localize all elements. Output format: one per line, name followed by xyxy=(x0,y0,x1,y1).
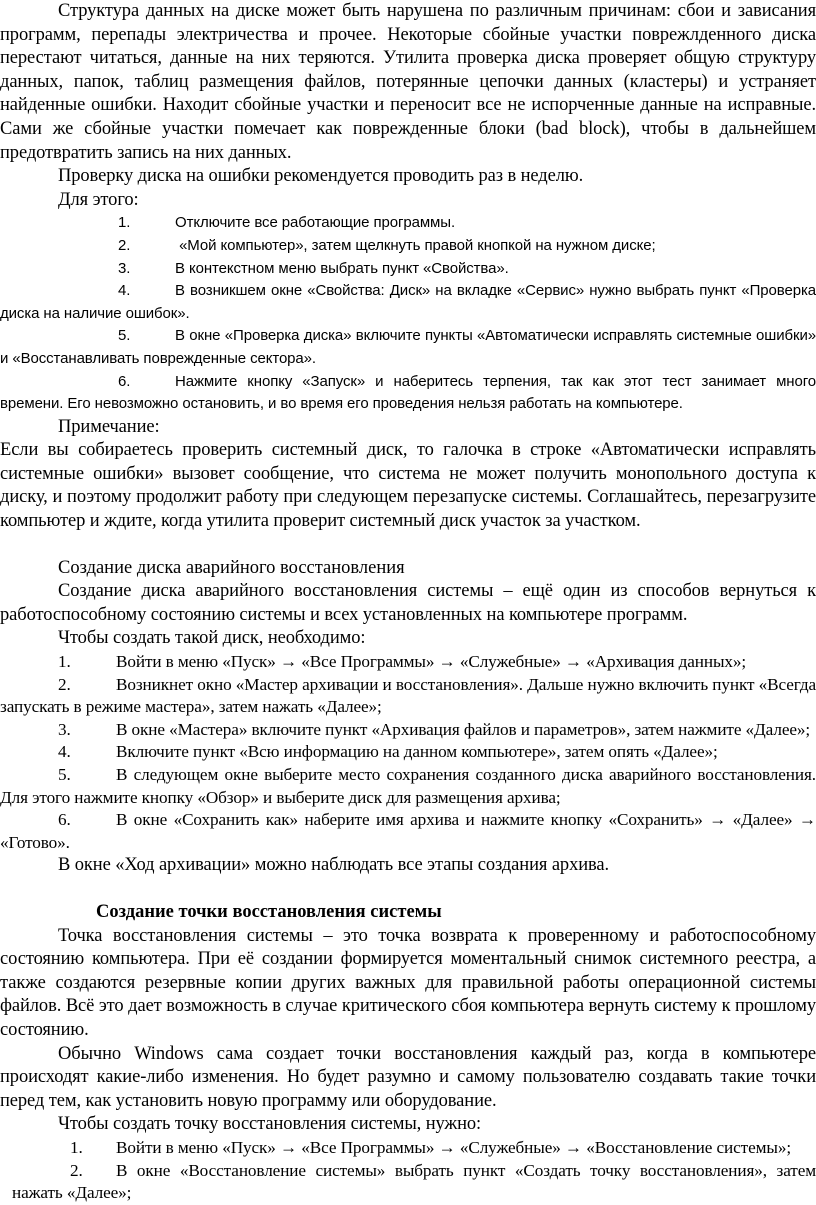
note-label: Примечание: xyxy=(58,416,160,437)
list-item: 3. В окне «Мастера» включите пункт «Архивация файлов и параметров», затем нажмите «Далее»; xyxy=(58,719,811,739)
list-item: 2. «Мой компьютер», затем щелкнуть правой кнопкой на нужном диске; xyxy=(118,236,656,254)
list-item: 4. В возникшем окне «Свойства: Диск» на вкладке «Сервис» нужно выбрать пункт «Проверка диска на наличие ошибок». xyxy=(0,282,816,322)
section3-intro: Точка восстановления системы – это точка возврата к проверенному и работоспособному состоянию компьютера. При её создании формируется моментальный снимок системного реестра, а также создаются резервные копии других важных для правильной работы операционной системы файлов. Всё это дает возможность в случае критического сбоя компьютера вернуть систему к прошлому состоянию. xyxy=(0,925,816,1040)
list-item: 6. В окне «Сохранить как» наберите имя архива и нажмите кнопку «Сохранить» → «Далее» → «Готово». xyxy=(0,810,816,852)
section3-windows: Обычно Windows сама создает точки восстановления каждый раз, когда в компьютере происходят какие-либо изменения. Но будет разумно и самому пользователю создавать такие точки перед тем, как установить новую программу или оборудование. xyxy=(0,1043,816,1111)
list-item: 2. В окне «Восстановление системы» выбрать пункт «Создать точку восстановления», затем нажать «Далее»; xyxy=(12,1160,816,1203)
spacer xyxy=(0,534,816,557)
list-item: 4. Включите пункт «Всю информацию на данном компьютере», затем опять «Далее»; xyxy=(58,742,718,762)
section2-title: Создание диска аварийного восстановления xyxy=(58,557,405,578)
rescue-disk-steps xyxy=(0,651,816,854)
section3-title: Создание точки восстановления системы xyxy=(96,901,442,922)
note-text: Если вы собираетесь проверить системный диск, то галочка в строке «Автоматически исправлять системные ошибки» вызовет сообщение, что система не может получить монопольного доступа к диску, и поэтому продолжит работу при следующем перезапуске системы. Соглашайтесь, перезагрузите компьютер и ждите, когда утилита проверит системный диск участок за участком. xyxy=(0,440,816,532)
list-item: 6. Нажмите кнопку «Запуск» и наберитесь терпения, так как этот тест занимает много времени. Его невозможно остановить, и во время его проведения нельзя работать на компьютере. xyxy=(0,372,816,413)
list-item: 3. В контекстном меню выбрать пункт «Свойства». xyxy=(118,259,509,277)
list-item: 5. В следующем окне выберите место сохранения созданного диска аварийного восстановления. Для этого нажмите кнопку «Обзор» и выберите диск для размещения архива; xyxy=(0,765,816,807)
restore-point-steps xyxy=(0,1137,816,1205)
list-item: 5. В окне «Проверка диска» включите пункты «Автоматически исправлять системные ошибки» и «Восстанавливать поврежденные сектора». xyxy=(0,327,816,367)
list-item: 1. Войти в меню «Пуск» → «Все Программы» → «Служебные» → «Восстановление системы»; xyxy=(70,1137,791,1157)
section1-for-this: Для этого: xyxy=(58,189,139,210)
section2-need: Чтобы создать такой диск, необходимо: xyxy=(58,628,366,649)
section1-frequency: Проверку диска на ошибки рекомендуется проводить раз в неделю. xyxy=(58,166,584,187)
disk-check-steps xyxy=(0,212,816,415)
section3-need: Чтобы создать точку восстановления системы, нужно: xyxy=(58,1114,482,1135)
list-item: 1. Войти в меню «Пуск» → «Все Программы» → «Служебные» → «Архивация данных»; xyxy=(58,652,747,672)
list-item: 1. Отключите все работающие программы. xyxy=(118,214,456,232)
section2-progress: В окне «Ход архивации» можно наблюдать все этапы создания архива. xyxy=(58,855,610,876)
spacer xyxy=(0,878,816,901)
section1-intro: Структура данных на диске может быть нарушена по различным причинам: сбои и зависания программ, перепады электричества и прочее. Некоторые сбойные участки поврежлденного диска перестают читаться, данные на них теряются. Утилита проверка диска проверяет общую структуру данных, папок, таблиц размещения файлов, потерянные цепочки данных (кластеры) и устраняет найденные ошибки. Находит сбойные участки и переносит все не испорченные данные на исправные. Сами же сбойные участки помечает как поврежденные блоки (bad block), чтобы в дальнейшем предотвратить запись на них данных. xyxy=(0,1,816,163)
list-item: 2. Возникнет окно «Мастер архивации и восстановления». Дальше нужно включить пункт «Всегда запускать в режиме мастера», затем нажать «Далее»; xyxy=(0,674,816,717)
section2-intro: Создание диска аварийного восстановления системы – ещё один из способов вернуться к работоспособному состоянию системы и всех установленных на компьютере программ. xyxy=(0,581,816,625)
